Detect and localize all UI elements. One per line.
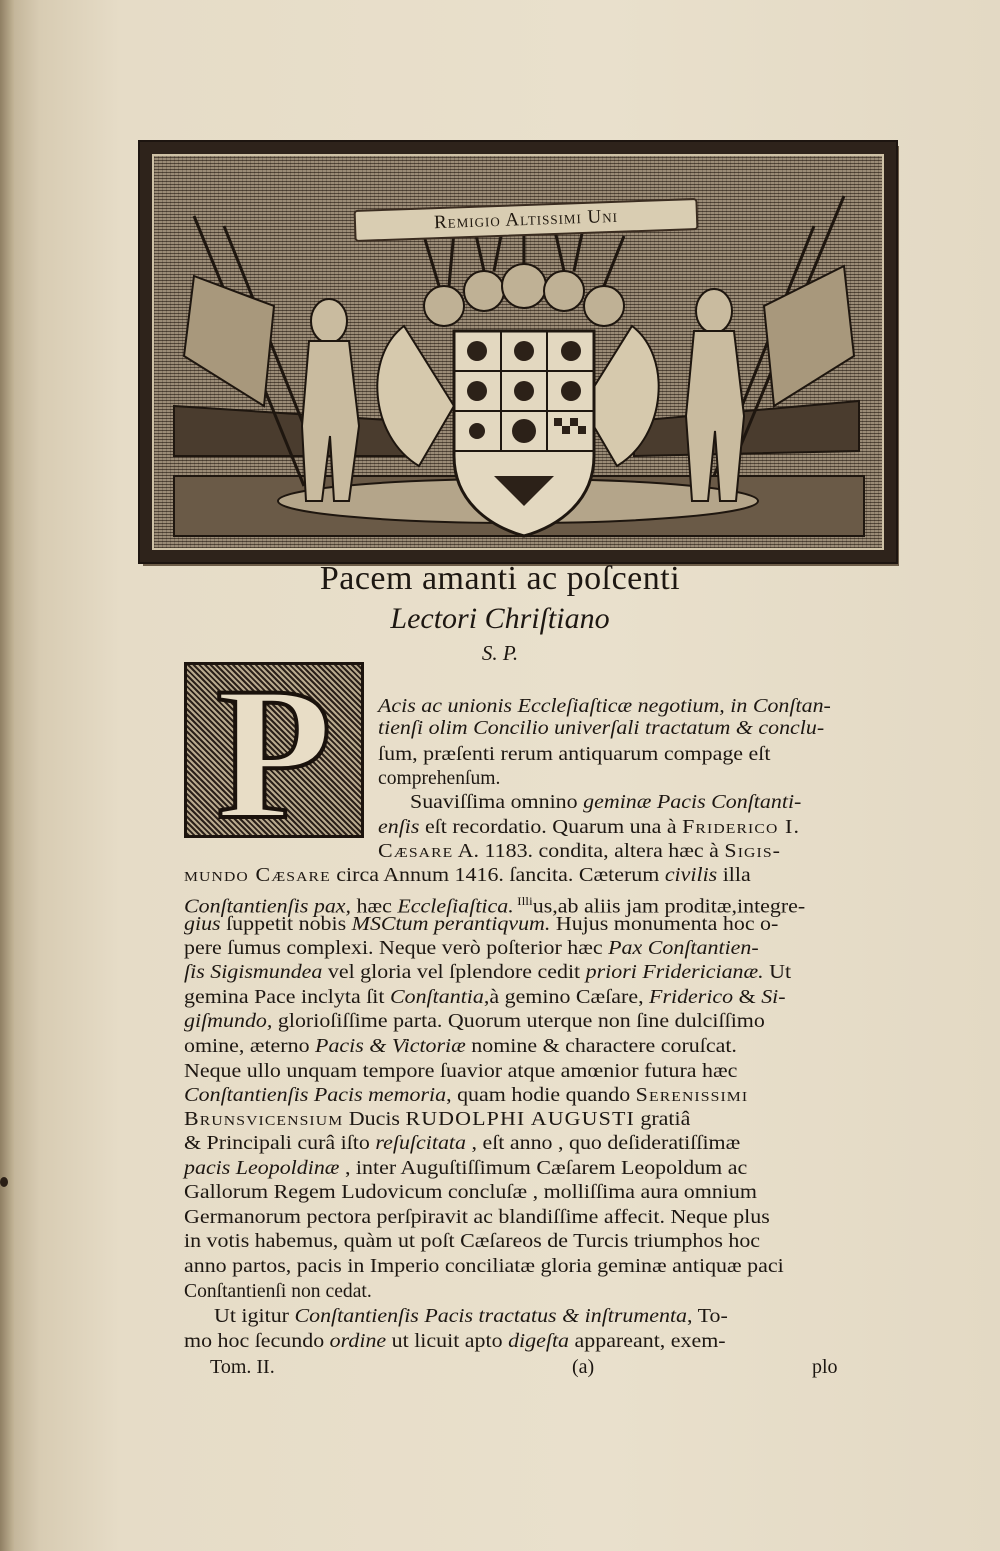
text-segment: Conſtantienſi non cedat.: [184, 1281, 372, 1302]
coat-of-arms-engraving: [152, 154, 884, 550]
text-segment: civilis: [664, 865, 718, 886]
text-segment: Conſtantienſis Pacis tractatus & inſtrumenta: [294, 1306, 688, 1327]
body-line: [184, 913, 778, 937]
text-segment: anno partos, pacis in Imperio conciliatæ gloria geminæ antiquæ paci: [184, 1256, 784, 1277]
text-segment: circa Annum 1416. ſancita. Cæterum: [330, 865, 665, 886]
text-segment: Neque ullo unquam tempore ſuavior atque amœnior futura hæc: [184, 1061, 738, 1082]
catchword: plo: [812, 1356, 838, 1378]
body-line: [378, 717, 824, 741]
text-segment: priori Fridericianæ.: [585, 962, 764, 983]
body-line: [184, 1230, 760, 1254]
text-segment: enſis: [378, 817, 420, 838]
text-segment: A. 1183. condita, altera hæc à: [453, 841, 725, 862]
text-segment: pacis Leopoldinæ: [184, 1158, 340, 1179]
text-segment: Hujus monumenta hoc o-: [550, 914, 779, 935]
text-segment: Si-: [761, 987, 786, 1008]
text-segment: appareant, exem-: [569, 1331, 726, 1352]
body-line: [184, 1280, 372, 1304]
text-segment: ſum, præſenti rerum antiquarum compage eſt: [378, 744, 771, 765]
body-line: [378, 695, 831, 719]
text-segment: Eccleſiaſtica.: [397, 896, 514, 918]
body-line: [184, 937, 759, 961]
body-line: [184, 1330, 726, 1354]
text-segment: Ut igitur: [214, 1306, 295, 1327]
text-segment: & Principali curâ iſto: [184, 1133, 376, 1154]
text-segment: , eſt anno , quo deſideratiſſimæ: [465, 1133, 741, 1154]
text-segment: Sigis-: [724, 841, 782, 862]
text-segment: Gallorum Regem Ludovicum concluſæ , molliſſima aura omnium: [184, 1182, 757, 1203]
text-segment: Pacis & Victoriæ: [315, 1036, 466, 1057]
text-segment: Friderico: [649, 987, 734, 1008]
text-segment: nomine & charactere coruſcat.: [465, 1036, 737, 1057]
body-line: [184, 1108, 690, 1132]
text-segment: &: [733, 987, 762, 1008]
body-line: [184, 864, 751, 888]
body-line: [184, 1060, 737, 1084]
text-segment: Brunsvicensium: [184, 1109, 344, 1130]
text-segment: tienſi olim Concilio univerſali tractatum & conclu-: [378, 718, 825, 739]
text-segment: ſuppetit nobis: [220, 914, 352, 935]
text-segment: digeſta: [508, 1331, 570, 1352]
text-segment: Pax Conſtantien-: [608, 938, 759, 959]
text-segment: Suaviſſima omnino: [410, 792, 584, 813]
text-segment: pere ſumus complexi. Neque verò poſterior hæc: [184, 938, 609, 959]
text-segment: , quam hodie quando: [446, 1085, 636, 1106]
text-segment: us: [532, 896, 553, 918]
body-line: [184, 1132, 740, 1156]
signature-mark: (a): [572, 1356, 595, 1378]
decorated-initial: [184, 649, 364, 859]
text-segment: eſt recordatio. Quarum una à: [419, 817, 683, 838]
body-line: [214, 1305, 728, 1329]
text-segment: geminæ Pacis Conſtanti-: [583, 792, 802, 813]
text-segment: Ducis: [343, 1109, 406, 1130]
text-segment: Cæsare: [378, 841, 454, 862]
motto-banner: Remigio Altissimi Uni: [354, 198, 699, 242]
text-segment: , inter Auguſtiſſimum Cæſarem Leopoldum ac: [339, 1158, 748, 1179]
text-segment: Conſtantienſis Pacis memoria: [184, 1085, 447, 1106]
text-segment: hæc: [351, 896, 398, 918]
page-edge: [0, 0, 14, 1551]
text-segment: in votis habemus, quàm ut poſt Cæſareos de Turcis triumphos hoc: [184, 1231, 761, 1252]
text-segment: ordine: [329, 1331, 387, 1352]
text-segment: giſmundo,: [184, 1011, 273, 1032]
body-line: [184, 1255, 784, 1279]
body-line: [184, 986, 786, 1010]
heading-line-1: Pacem amanti ac poſcenti: [319, 560, 681, 597]
text-segment: integre-: [737, 896, 806, 918]
text-segment: comprehenſum.: [378, 768, 501, 789]
text-segment: Acis ac unionis Eccleſiaſticæ negotium, in Conſtan-: [378, 696, 831, 717]
text-segment: Germanorum pectora perſpiravit ac blandiſſime affecit. Neque plus: [184, 1207, 770, 1228]
text-segment: gius: [184, 914, 221, 935]
text-segment: ,ab aliis jam proditæ,: [552, 896, 737, 918]
body-line: [378, 840, 781, 864]
text-segment: glorioſiſſime parta. Quorum uterque non ſine dulciſſimo: [272, 1011, 765, 1032]
text-segment: ſis Sigismundea: [184, 962, 323, 983]
text-segment: illa: [717, 865, 751, 886]
initial-letter: P: [215, 649, 333, 859]
heading-line-3: S. P.: [481, 641, 519, 665]
ink-blot: [0, 1177, 8, 1187]
engraving-frame: [140, 142, 896, 562]
text-segment: reſuſcitata: [375, 1133, 466, 1154]
text-segment: RUDOLPHI AUGUSTI: [405, 1109, 635, 1130]
text-segment: MSCtum perantiqvum.: [351, 914, 551, 935]
body-line: [378, 743, 770, 767]
body-line: [184, 1206, 770, 1230]
heading-line-2: Lectori Chriſtiano: [390, 602, 610, 635]
text-segment: mundo Cæsare: [184, 865, 331, 886]
volume-number: Tom. II.: [210, 1356, 275, 1378]
body-line: [184, 1010, 765, 1034]
text-segment: Conſtantienſis pax,: [184, 896, 352, 918]
body-line: [184, 1157, 747, 1181]
text-segment: omine, æterno: [184, 1036, 316, 1057]
text-segment: ut licuit apto: [386, 1331, 509, 1352]
text-segment: Illi: [513, 894, 533, 908]
text-segment: ,à gemino Cæſare,: [483, 987, 650, 1008]
body-line: [378, 767, 500, 791]
text-segment: Conſtantia: [389, 987, 484, 1008]
text-segment: gratiâ: [634, 1109, 691, 1130]
body-line: [184, 1035, 737, 1059]
text-segment: Ut: [763, 962, 792, 983]
text-segment: mo hoc ſecundo: [184, 1331, 330, 1352]
text-segment: Friderico I.: [682, 817, 801, 838]
body-line: [184, 1084, 748, 1108]
text-segment: vel gloria vel ſplendore cedit: [322, 962, 586, 983]
text-segment: Serenissimi: [635, 1085, 749, 1106]
text-segment: gemina Pace inclyta ſit: [184, 987, 390, 1008]
body-line: [378, 816, 800, 840]
body-line: [184, 961, 791, 985]
body-line: [184, 1181, 757, 1205]
body-line: [410, 791, 801, 815]
text-segment: , To-: [687, 1306, 728, 1327]
